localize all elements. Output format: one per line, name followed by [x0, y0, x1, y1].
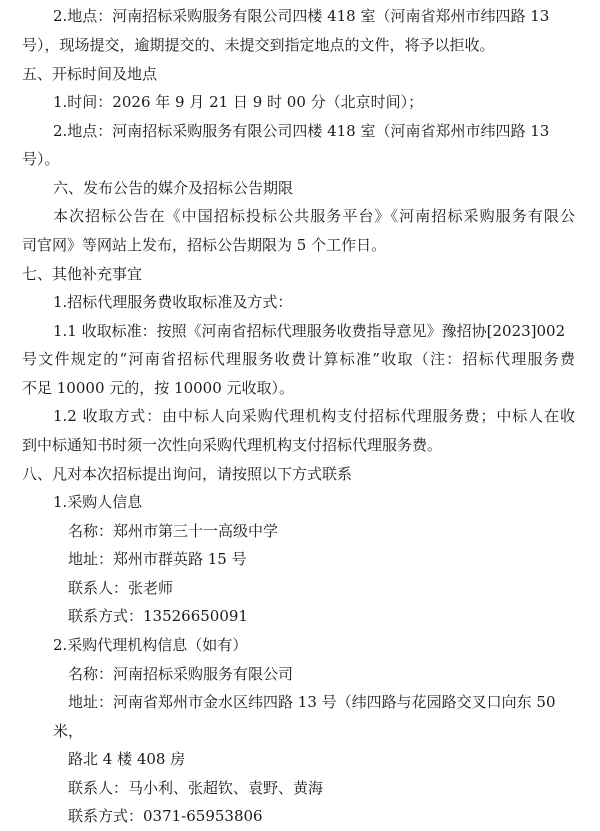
section-6-heading: 六、发布公告的媒介及招标公告期限	[53, 179, 294, 197]
section-7-heading: 七、其他补充事宜	[22, 265, 143, 283]
purchaser-info-heading: 1.采购人信息	[53, 493, 143, 511]
purchaser-phone: 联系方式：13526650091	[68, 607, 248, 625]
agency-fee-heading: 1.招标代理服务费收取标准及方式：	[53, 293, 293, 311]
fee-standard-line-1: 1.1 收取标准：按照《河南省招标代理服务收费指导意见》豫招协[2023]002	[53, 322, 566, 340]
fee-method-line-2: 到中标通知书时须一次性向采购代理机构支付招标代理服务费。	[22, 436, 443, 454]
purchaser-address: 地址：郑州市群英路 15 号	[68, 550, 247, 568]
agency-contact: 联系人：马小利、张超钦、袁野、黄海	[68, 779, 324, 797]
announcement-media-line-1: 本次招标公告在《中国招标投标公共服务平台》《河南招标采购服务有限公	[53, 207, 575, 225]
agency-name: 名称：河南招标采购服务有限公司	[68, 665, 294, 683]
agency-address-line-1: 地址：河南省郑州市金水区纬四路 13 号（纬四路与花园路交叉口向东 50	[68, 693, 556, 711]
agency-address-line-3: 路北 4 楼 408 房	[68, 750, 186, 768]
section-8-heading: 八、凡对本次招标提出询问，请按照以下方式联系	[22, 465, 353, 483]
announcement-media-line-2: 司官网》等网站上发布，招标公告期限为 5 个工作日。	[22, 236, 387, 254]
agency-address-line-2: 米，	[53, 722, 84, 740]
delivery-location-line-1: 2.地点：河南招标采购服务有限公司四楼 418 室（河南省郑州市纬四路 13	[53, 7, 550, 25]
fee-standard-line-2: 号文件规定的“河南省招标代理服务收费计算标准”收取（注：招标代理服务费	[22, 350, 575, 368]
opening-location-line-2: 号）。	[22, 150, 60, 168]
section-5-heading: 五、开标时间及地点	[22, 65, 158, 83]
delivery-location-line-2: 号），现场提交，逾期提交的、未提交到指定地点的文件，将予以拒收。	[22, 36, 495, 54]
opening-time-line: 1.时间：2026 年 9 月 21 日 9 时 00 分（北京时间）；	[53, 93, 424, 111]
agency-info-heading: 2.采购代理机构信息（如有）	[53, 636, 248, 654]
opening-location-line-1: 2.地点：河南招标采购服务有限公司四楼 418 室（河南省郑州市纬四路 13	[53, 122, 550, 140]
fee-method-line-1: 1.2 收取方式：由中标人向采购代理机构支付招标代理服务费；中标人在收	[53, 407, 575, 425]
agency-phone: 联系方式：0371-65953806	[68, 807, 263, 825]
purchaser-name: 名称：郑州市第三十一高级中学	[68, 522, 279, 540]
purchaser-contact: 联系人：张老师	[68, 579, 174, 597]
fee-standard-line-3: 不足 10000 元的，按 10000 元收取）。	[22, 379, 295, 397]
